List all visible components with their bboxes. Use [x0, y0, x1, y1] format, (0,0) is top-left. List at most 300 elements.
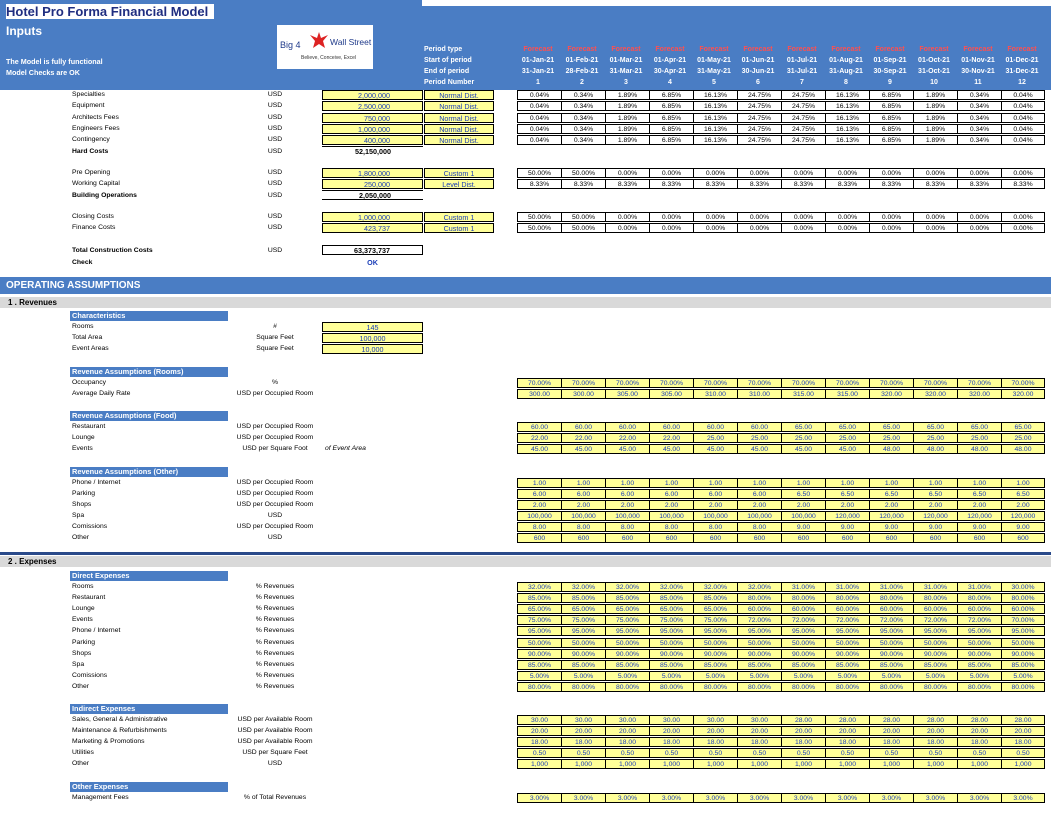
period-value-cell[interactable]: 600: [517, 533, 561, 543]
period-value-cell[interactable]: 0.34%: [561, 90, 605, 100]
period-value-cell[interactable]: 9.00: [825, 522, 869, 532]
period-value-cell[interactable]: 50.00%: [561, 212, 605, 222]
period-value-cell[interactable]: 6.85%: [869, 113, 913, 123]
period-value-cell[interactable]: 0.04%: [517, 101, 561, 111]
period-value-cell[interactable]: 80.00%: [693, 682, 737, 692]
period-value-cell[interactable]: 0.00%: [649, 168, 693, 178]
period-value-cell[interactable]: 9.00: [781, 522, 825, 532]
period-value-cell[interactable]: 1.89%: [605, 135, 649, 145]
period-value-cell[interactable]: 0.34%: [561, 135, 605, 145]
period-value-cell[interactable]: 85.00%: [869, 660, 913, 670]
period-value-cell[interactable]: 90.00%: [957, 649, 1001, 659]
period-value-cell[interactable]: 90.00%: [737, 649, 781, 659]
period-value-cell[interactable]: 1.89%: [605, 101, 649, 111]
period-value-cell[interactable]: 80.00%: [1001, 593, 1045, 603]
period-value-cell[interactable]: 90.00%: [693, 649, 737, 659]
period-value-cell[interactable]: 24.75%: [781, 124, 825, 134]
period-value-cell[interactable]: 95.00%: [693, 626, 737, 636]
period-value-cell[interactable]: 5.00%: [561, 671, 605, 681]
period-value-cell[interactable]: 0.00%: [605, 223, 649, 233]
period-value-cell[interactable]: 50.00%: [1001, 638, 1045, 648]
period-value-cell[interactable]: 90.00%: [781, 649, 825, 659]
input-value[interactable]: 423,737: [322, 223, 423, 233]
period-value-cell[interactable]: 120,000: [913, 511, 957, 521]
period-value-cell[interactable]: 0.34%: [957, 113, 1001, 123]
period-value-cell[interactable]: 3.00%: [825, 793, 869, 803]
period-value-cell[interactable]: 8.33%: [1001, 179, 1045, 189]
period-value-cell[interactable]: 6.85%: [869, 90, 913, 100]
period-value-cell[interactable]: 32.00%: [605, 582, 649, 592]
period-value-cell[interactable]: 1.00: [869, 478, 913, 488]
period-value-cell[interactable]: 8.00: [693, 522, 737, 532]
period-value-cell[interactable]: 5.00%: [737, 671, 781, 681]
period-value-cell[interactable]: 85.00%: [957, 660, 1001, 670]
period-value-cell[interactable]: 0.00%: [693, 168, 737, 178]
period-value-cell[interactable]: 25.00: [957, 433, 1001, 443]
period-value-cell[interactable]: 30.00: [737, 715, 781, 725]
period-value-cell[interactable]: 85.00%: [1001, 660, 1045, 670]
period-value-cell[interactable]: 28.00: [825, 715, 869, 725]
period-value-cell[interactable]: 1,000: [1001, 759, 1045, 769]
period-value-cell[interactable]: 95.00%: [781, 626, 825, 636]
period-value-cell[interactable]: 65.00%: [649, 604, 693, 614]
period-value-cell[interactable]: 8.33%: [561, 179, 605, 189]
period-value-cell[interactable]: 70.00%: [1001, 378, 1045, 388]
period-value-cell[interactable]: 5.00%: [605, 671, 649, 681]
period-value-cell[interactable]: 0.00%: [737, 212, 781, 222]
period-value-cell[interactable]: 85.00%: [737, 660, 781, 670]
period-value-cell[interactable]: 0.00%: [649, 223, 693, 233]
period-value-cell[interactable]: 0.00%: [913, 212, 957, 222]
period-value-cell[interactable]: 72.00%: [913, 615, 957, 625]
period-value-cell[interactable]: 30.00: [517, 715, 561, 725]
period-value-cell[interactable]: 0.00%: [649, 212, 693, 222]
period-value-cell[interactable]: 95.00%: [825, 626, 869, 636]
period-value-cell[interactable]: 18.00: [1001, 737, 1045, 747]
period-value-cell[interactable]: 90.00%: [517, 649, 561, 659]
period-value-cell[interactable]: 1.00: [1001, 478, 1045, 488]
period-value-cell[interactable]: 6.50: [957, 489, 1001, 499]
period-value-cell[interactable]: 31.00%: [825, 582, 869, 592]
period-value-cell[interactable]: 2.00: [517, 500, 561, 510]
period-value-cell[interactable]: 80.00%: [913, 682, 957, 692]
period-value-cell[interactable]: 0.00%: [869, 223, 913, 233]
period-value-cell[interactable]: 0.34%: [957, 124, 1001, 134]
period-value-cell[interactable]: 0.04%: [1001, 101, 1045, 111]
period-value-cell[interactable]: 300.00: [517, 389, 561, 399]
period-value-cell[interactable]: 1.89%: [605, 124, 649, 134]
period-value-cell[interactable]: 24.75%: [737, 90, 781, 100]
period-value-cell[interactable]: 1.89%: [605, 90, 649, 100]
period-value-cell[interactable]: 1,000: [693, 759, 737, 769]
period-value-cell[interactable]: 24.75%: [737, 135, 781, 145]
period-value-cell[interactable]: 1.00: [913, 478, 957, 488]
period-value-cell[interactable]: 25.00: [1001, 433, 1045, 443]
period-value-cell[interactable]: 1,000: [825, 759, 869, 769]
period-value-cell[interactable]: 18.00: [869, 737, 913, 747]
period-value-cell[interactable]: 28.00: [957, 715, 1001, 725]
period-value-cell[interactable]: 95.00%: [737, 626, 781, 636]
period-value-cell[interactable]: 90.00%: [825, 649, 869, 659]
period-value-cell[interactable]: 8.33%: [913, 179, 957, 189]
period-value-cell[interactable]: 65.00%: [693, 604, 737, 614]
period-value-cell[interactable]: 85.00%: [693, 660, 737, 670]
period-value-cell[interactable]: 16.13%: [693, 113, 737, 123]
period-value-cell[interactable]: 70.00%: [869, 378, 913, 388]
period-value-cell[interactable]: 8.33%: [517, 179, 561, 189]
period-value-cell[interactable]: 6.00: [649, 489, 693, 499]
period-value-cell[interactable]: 85.00%: [561, 660, 605, 670]
period-value-cell[interactable]: 75.00%: [517, 615, 561, 625]
period-value-cell[interactable]: 315.00: [781, 389, 825, 399]
period-value-cell[interactable]: 22.00: [605, 433, 649, 443]
period-value-cell[interactable]: 31.00%: [869, 582, 913, 592]
period-value-cell[interactable]: 0.34%: [561, 101, 605, 111]
period-value-cell[interactable]: 48.00: [957, 444, 1001, 454]
period-value-cell[interactable]: 0.50: [517, 748, 561, 758]
period-value-cell[interactable]: 70.00%: [517, 378, 561, 388]
period-value-cell[interactable]: 20.00: [517, 726, 561, 736]
period-value-cell[interactable]: 0.00%: [781, 212, 825, 222]
period-value-cell[interactable]: 0.00%: [957, 168, 1001, 178]
period-value-cell[interactable]: 0.00%: [737, 168, 781, 178]
period-value-cell[interactable]: 0.00%: [825, 223, 869, 233]
period-value-cell[interactable]: 31.00%: [781, 582, 825, 592]
period-value-cell[interactable]: 1,000: [957, 759, 1001, 769]
period-value-cell[interactable]: 0.00%: [737, 223, 781, 233]
period-value-cell[interactable]: 3.00%: [561, 793, 605, 803]
period-value-cell[interactable]: 50.00%: [517, 212, 561, 222]
period-value-cell[interactable]: 2.00: [605, 500, 649, 510]
period-value-cell[interactable]: 20.00: [825, 726, 869, 736]
period-value-cell[interactable]: 600: [561, 533, 605, 543]
period-value-cell[interactable]: 95.00%: [517, 626, 561, 636]
period-value-cell[interactable]: 5.00%: [869, 671, 913, 681]
period-value-cell[interactable]: 80.00%: [869, 593, 913, 603]
period-value-cell[interactable]: 0.00%: [605, 212, 649, 222]
period-value-cell[interactable]: 28.00: [1001, 715, 1045, 725]
period-value-cell[interactable]: 6.85%: [649, 90, 693, 100]
period-value-cell[interactable]: 300.00: [561, 389, 605, 399]
period-value-cell[interactable]: 60.00: [649, 422, 693, 432]
period-value-cell[interactable]: 70.00%: [957, 378, 1001, 388]
period-value-cell[interactable]: 32.00%: [561, 582, 605, 592]
period-value-cell[interactable]: 18.00: [649, 737, 693, 747]
period-value-cell[interactable]: 3.00%: [693, 793, 737, 803]
period-value-cell[interactable]: 310.00: [737, 389, 781, 399]
period-value-cell[interactable]: 305.00: [649, 389, 693, 399]
period-value-cell[interactable]: 600: [957, 533, 1001, 543]
period-value-cell[interactable]: 8.33%: [781, 179, 825, 189]
period-value-cell[interactable]: 8.00: [649, 522, 693, 532]
period-value-cell[interactable]: 6.00: [693, 489, 737, 499]
period-value-cell[interactable]: 1.00: [825, 478, 869, 488]
period-value-cell[interactable]: 1.89%: [913, 124, 957, 134]
period-value-cell[interactable]: 25.00: [825, 433, 869, 443]
period-value-cell[interactable]: 50.00%: [825, 638, 869, 648]
period-value-cell[interactable]: 1.00: [781, 478, 825, 488]
period-value-cell[interactable]: 45.00: [693, 444, 737, 454]
period-value-cell[interactable]: 100,000: [649, 511, 693, 521]
period-value-cell[interactable]: 320.00: [869, 389, 913, 399]
period-value-cell[interactable]: 600: [825, 533, 869, 543]
period-value-cell[interactable]: 80.00%: [737, 593, 781, 603]
period-value-cell[interactable]: 3.00%: [913, 793, 957, 803]
period-value-cell[interactable]: 95.00%: [957, 626, 1001, 636]
characteristic-value[interactable]: 100,000: [322, 333, 423, 343]
period-value-cell[interactable]: 72.00%: [825, 615, 869, 625]
period-value-cell[interactable]: 60.00: [693, 422, 737, 432]
period-value-cell[interactable]: 120,000: [957, 511, 1001, 521]
period-value-cell[interactable]: 24.75%: [781, 135, 825, 145]
period-value-cell[interactable]: 24.75%: [737, 101, 781, 111]
period-value-cell[interactable]: 70.00%: [781, 378, 825, 388]
period-value-cell[interactable]: 0.00%: [869, 168, 913, 178]
period-value-cell[interactable]: 16.13%: [693, 124, 737, 134]
period-value-cell[interactable]: 85.00%: [517, 660, 561, 670]
period-value-cell[interactable]: 60.00%: [825, 604, 869, 614]
period-value-cell[interactable]: 6.85%: [649, 124, 693, 134]
period-value-cell[interactable]: 5.00%: [913, 671, 957, 681]
period-value-cell[interactable]: 0.50: [957, 748, 1001, 758]
input-value[interactable]: 2,000,000: [322, 90, 423, 100]
period-value-cell[interactable]: 18.00: [825, 737, 869, 747]
period-value-cell[interactable]: 60.00%: [869, 604, 913, 614]
period-value-cell[interactable]: 8.33%: [605, 179, 649, 189]
period-value-cell[interactable]: 24.75%: [737, 113, 781, 123]
period-value-cell[interactable]: 320.00: [1001, 389, 1045, 399]
period-value-cell[interactable]: 6.85%: [649, 113, 693, 123]
period-value-cell[interactable]: 1.00: [517, 478, 561, 488]
period-value-cell[interactable]: 18.00: [605, 737, 649, 747]
period-value-cell[interactable]: 20.00: [957, 726, 1001, 736]
period-value-cell[interactable]: 50.00%: [869, 638, 913, 648]
period-value-cell[interactable]: 600: [693, 533, 737, 543]
period-value-cell[interactable]: 600: [649, 533, 693, 543]
period-value-cell[interactable]: 0.00%: [913, 223, 957, 233]
period-value-cell[interactable]: 50.00%: [649, 638, 693, 648]
distribution-cell[interactable]: Normal Dist.: [424, 135, 494, 145]
period-value-cell[interactable]: 0.34%: [561, 124, 605, 134]
period-value-cell[interactable]: 30.00%: [1001, 582, 1045, 592]
period-value-cell[interactable]: 9.00: [913, 522, 957, 532]
period-value-cell[interactable]: 20.00: [781, 726, 825, 736]
period-value-cell[interactable]: 18.00: [517, 737, 561, 747]
period-value-cell[interactable]: 600: [1001, 533, 1045, 543]
period-value-cell[interactable]: 65.00%: [561, 604, 605, 614]
period-value-cell[interactable]: 8.00: [561, 522, 605, 532]
period-value-cell[interactable]: 3.00%: [957, 793, 1001, 803]
period-value-cell[interactable]: 45.00: [649, 444, 693, 454]
period-value-cell[interactable]: 1,000: [781, 759, 825, 769]
period-value-cell[interactable]: 30.00: [649, 715, 693, 725]
period-value-cell[interactable]: 1.00: [957, 478, 1001, 488]
period-value-cell[interactable]: 6.85%: [869, 124, 913, 134]
period-value-cell[interactable]: 2.00: [781, 500, 825, 510]
period-value-cell[interactable]: 8.33%: [869, 179, 913, 189]
period-value-cell[interactable]: 100,000: [517, 511, 561, 521]
period-value-cell[interactable]: 16.13%: [825, 124, 869, 134]
period-value-cell[interactable]: 8.00: [517, 522, 561, 532]
period-value-cell[interactable]: 85.00%: [605, 660, 649, 670]
period-value-cell[interactable]: 20.00: [1001, 726, 1045, 736]
period-value-cell[interactable]: 50.00%: [605, 638, 649, 648]
period-value-cell[interactable]: 600: [869, 533, 913, 543]
period-value-cell[interactable]: 0.00%: [1001, 223, 1045, 233]
period-value-cell[interactable]: 0.50: [913, 748, 957, 758]
period-value-cell[interactable]: 31.00%: [913, 582, 957, 592]
period-value-cell[interactable]: 32.00%: [649, 582, 693, 592]
period-value-cell[interactable]: 90.00%: [605, 649, 649, 659]
period-value-cell[interactable]: 80.00%: [913, 593, 957, 603]
period-value-cell[interactable]: 85.00%: [561, 593, 605, 603]
distribution-cell[interactable]: Normal Dist.: [424, 124, 494, 134]
period-value-cell[interactable]: 320.00: [957, 389, 1001, 399]
period-value-cell[interactable]: 25.00: [693, 433, 737, 443]
period-value-cell[interactable]: 100,000: [561, 511, 605, 521]
period-value-cell[interactable]: 65.00: [869, 422, 913, 432]
period-value-cell[interactable]: 0.04%: [517, 113, 561, 123]
period-value-cell[interactable]: 9.00: [957, 522, 1001, 532]
period-value-cell[interactable]: 0.00%: [693, 212, 737, 222]
period-value-cell[interactable]: 9.00: [869, 522, 913, 532]
distribution-cell[interactable]: Normal Dist.: [424, 113, 494, 123]
period-value-cell[interactable]: 18.00: [693, 737, 737, 747]
period-value-cell[interactable]: 6.00: [737, 489, 781, 499]
period-value-cell[interactable]: 80.00%: [825, 682, 869, 692]
period-value-cell[interactable]: 85.00%: [781, 660, 825, 670]
period-value-cell[interactable]: 72.00%: [781, 615, 825, 625]
period-value-cell[interactable]: 60.00%: [737, 604, 781, 614]
period-value-cell[interactable]: 80.00%: [781, 682, 825, 692]
period-value-cell[interactable]: 2.00: [693, 500, 737, 510]
period-value-cell[interactable]: 28.00: [869, 715, 913, 725]
period-value-cell[interactable]: 315.00: [825, 389, 869, 399]
period-value-cell[interactable]: 1,000: [517, 759, 561, 769]
period-value-cell[interactable]: 24.75%: [781, 101, 825, 111]
period-value-cell[interactable]: 0.50: [825, 748, 869, 758]
period-value-cell[interactable]: 5.00%: [781, 671, 825, 681]
period-value-cell[interactable]: 65.00: [781, 422, 825, 432]
period-value-cell[interactable]: 24.75%: [737, 124, 781, 134]
period-value-cell[interactable]: 65.00%: [605, 604, 649, 614]
period-value-cell[interactable]: 60.00%: [1001, 604, 1045, 614]
period-value-cell[interactable]: 0.04%: [1001, 90, 1045, 100]
period-value-cell[interactable]: 0.04%: [1001, 113, 1045, 123]
period-value-cell[interactable]: 9.00: [1001, 522, 1045, 532]
period-value-cell[interactable]: 22.00: [561, 433, 605, 443]
period-value-cell[interactable]: 2.00: [1001, 500, 1045, 510]
period-value-cell[interactable]: 1.89%: [913, 135, 957, 145]
period-value-cell[interactable]: 90.00%: [1001, 649, 1045, 659]
period-value-cell[interactable]: 5.00%: [517, 671, 561, 681]
period-value-cell[interactable]: 45.00: [561, 444, 605, 454]
period-value-cell[interactable]: 0.00%: [605, 168, 649, 178]
period-value-cell[interactable]: 18.00: [781, 737, 825, 747]
period-value-cell[interactable]: 20.00: [737, 726, 781, 736]
period-value-cell[interactable]: 1,000: [913, 759, 957, 769]
period-value-cell[interactable]: 6.00: [605, 489, 649, 499]
period-value-cell[interactable]: 8.00: [737, 522, 781, 532]
period-value-cell[interactable]: 3.00%: [781, 793, 825, 803]
period-value-cell[interactable]: 0.00%: [781, 223, 825, 233]
period-value-cell[interactable]: 85.00%: [913, 660, 957, 670]
period-value-cell[interactable]: 60.00: [561, 422, 605, 432]
period-value-cell[interactable]: 16.13%: [693, 135, 737, 145]
period-value-cell[interactable]: 75.00%: [649, 615, 693, 625]
period-value-cell[interactable]: 80.00%: [957, 682, 1001, 692]
period-value-cell[interactable]: 18.00: [957, 737, 1001, 747]
period-value-cell[interactable]: 30.00: [693, 715, 737, 725]
period-value-cell[interactable]: 60.00: [737, 422, 781, 432]
period-value-cell[interactable]: 1.00: [561, 478, 605, 488]
characteristic-value[interactable]: 145: [322, 322, 423, 332]
period-value-cell[interactable]: 18.00: [737, 737, 781, 747]
period-value-cell[interactable]: 8.33%: [737, 179, 781, 189]
period-value-cell[interactable]: 50.00%: [561, 638, 605, 648]
period-value-cell[interactable]: 30.00: [561, 715, 605, 725]
period-value-cell[interactable]: 3.00%: [737, 793, 781, 803]
period-value-cell[interactable]: 600: [913, 533, 957, 543]
period-value-cell[interactable]: 0.04%: [517, 90, 561, 100]
period-value-cell[interactable]: 3.00%: [605, 793, 649, 803]
distribution-cell[interactable]: Custom 1: [424, 223, 494, 233]
period-value-cell[interactable]: 0.00%: [913, 168, 957, 178]
period-value-cell[interactable]: 5.00%: [1001, 671, 1045, 681]
period-value-cell[interactable]: 1.00: [649, 478, 693, 488]
period-value-cell[interactable]: 5.00%: [649, 671, 693, 681]
period-value-cell[interactable]: 0.50: [693, 748, 737, 758]
period-value-cell[interactable]: 2.00: [649, 500, 693, 510]
period-value-cell[interactable]: 45.00: [737, 444, 781, 454]
period-value-cell[interactable]: 65.00: [1001, 422, 1045, 432]
period-value-cell[interactable]: 0.34%: [561, 113, 605, 123]
period-value-cell[interactable]: 1.89%: [913, 90, 957, 100]
period-value-cell[interactable]: 0.50: [781, 748, 825, 758]
period-value-cell[interactable]: 1.89%: [913, 101, 957, 111]
period-value-cell[interactable]: 85.00%: [517, 593, 561, 603]
input-value[interactable]: 1,800,000: [322, 168, 423, 178]
period-value-cell[interactable]: 5.00%: [957, 671, 1001, 681]
period-value-cell[interactable]: 90.00%: [561, 649, 605, 659]
period-value-cell[interactable]: 80.00%: [869, 682, 913, 692]
period-value-cell[interactable]: 20.00: [605, 726, 649, 736]
period-value-cell[interactable]: 1.00: [737, 478, 781, 488]
period-value-cell[interactable]: 3.00%: [1001, 793, 1045, 803]
period-value-cell[interactable]: 6.85%: [869, 101, 913, 111]
period-value-cell[interactable]: 1,000: [561, 759, 605, 769]
period-value-cell[interactable]: 45.00: [781, 444, 825, 454]
input-value[interactable]: 400,000: [322, 135, 423, 145]
period-value-cell[interactable]: 600: [737, 533, 781, 543]
period-value-cell[interactable]: 75.00%: [605, 615, 649, 625]
period-value-cell[interactable]: 50.00%: [693, 638, 737, 648]
period-value-cell[interactable]: 70.00%: [605, 378, 649, 388]
input-value[interactable]: 2,500,000: [322, 101, 423, 111]
period-value-cell[interactable]: 1,000: [605, 759, 649, 769]
period-value-cell[interactable]: 48.00: [869, 444, 913, 454]
period-value-cell[interactable]: 120,000: [825, 511, 869, 521]
period-value-cell[interactable]: 95.00%: [1001, 626, 1045, 636]
period-value-cell[interactable]: 1.00: [605, 478, 649, 488]
period-value-cell[interactable]: 1,000: [869, 759, 913, 769]
period-value-cell[interactable]: 3.00%: [517, 793, 561, 803]
period-value-cell[interactable]: 0.00%: [957, 212, 1001, 222]
input-value[interactable]: 1,000,000: [322, 124, 423, 134]
period-value-cell[interactable]: 6.50: [781, 489, 825, 499]
period-value-cell[interactable]: 75.00%: [693, 615, 737, 625]
period-value-cell[interactable]: 0.00%: [781, 168, 825, 178]
